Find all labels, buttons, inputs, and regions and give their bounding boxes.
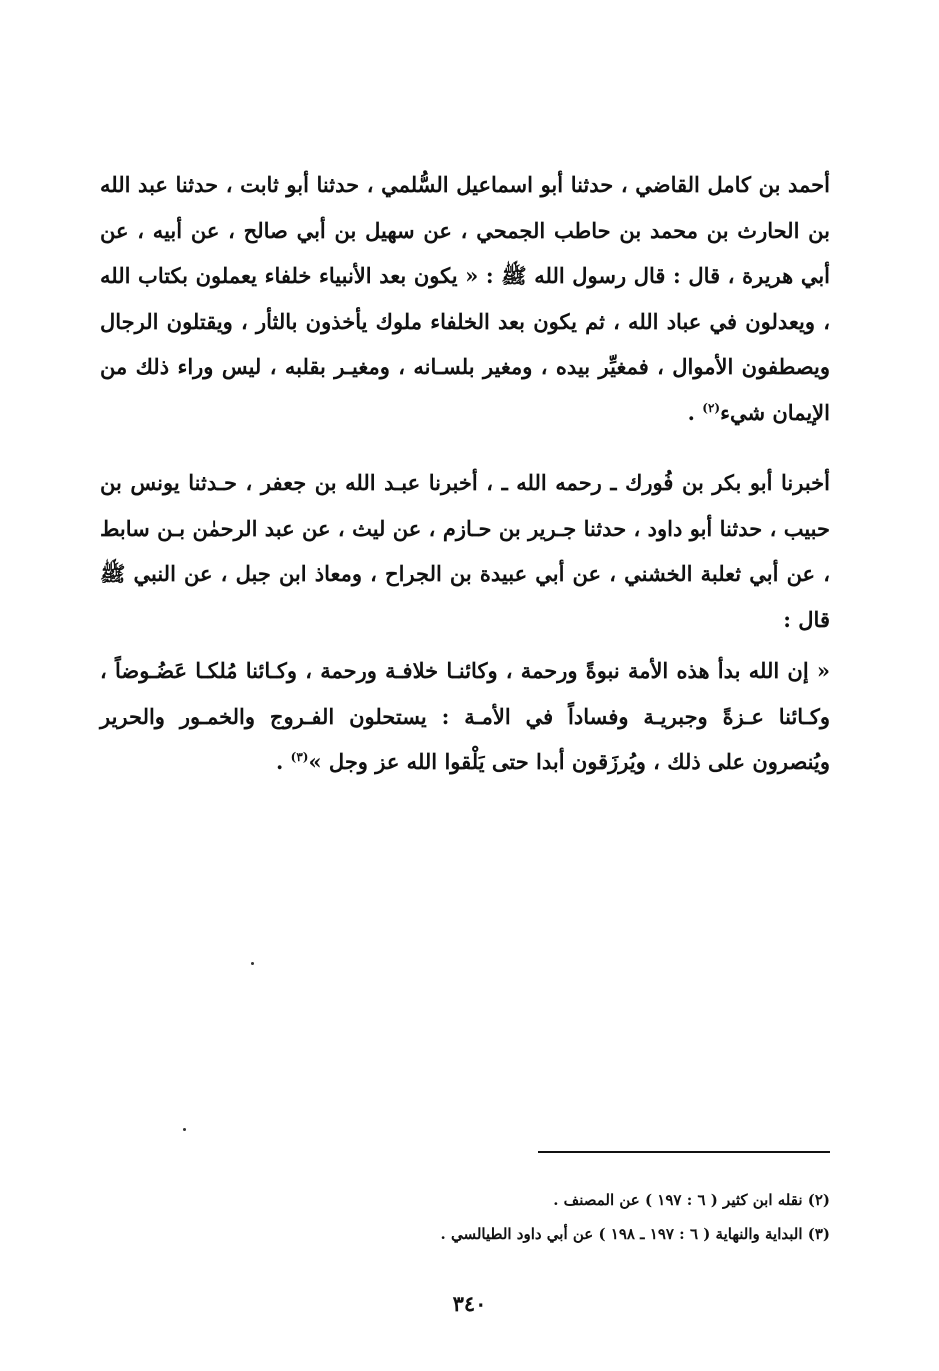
paragraph-text: أخبرنا أبو بكر بن فُورك ـ رحمه الله ـ ، أخبرنا عبـد الله بن جعفر ، حـدثنا يونس بن حبيب ، حدثنا أبو داود ، حدثنا جـرير بن حـازم ، عن ليث ، عن عبد الرحمٰن بـن سابط ، عن أبي ثعلبة الخشني ، عن أبي عبيدة بن الجراح ، ومعاذ ابن جبل ، عن النبي ﷺ قال : — [100, 470, 830, 632]
paragraph-isnad — [100, 460, 830, 642]
paragraph-text: أحمد بن كامل القاضي ، حدثنا أبو اسماعيل السُّلمي ، حدثنا أبو ثابت ، حدثنا عبد الله بن الحارث بن محمد بن حاطب الجمحي ، عن سهيل بن أبي صالح ، عن أبيه ، عن أبي هريرة ، قال : قال رسول الله ﷺ : « يكون بعد الأنبياء خلفاء يعملون بكتاب الله ، ويعدلون في عباد الله ، ثم يكون بعد الخلفاء ملوك يأخذون بالثأر ، ويقتلون الرجال ويصطفون الأموال ، فمغيِّر بيده ، ومغير بلسـانه ، ومغيـر بقلبه ، ليس وراء ذلك من الإيمان شيء — [100, 172, 830, 425]
footnotes-section — [300, 1183, 830, 1251]
paragraph-end-mark: . — [276, 749, 291, 774]
footnote-reference: (٣) — [290, 750, 309, 764]
scan-speck — [251, 962, 254, 965]
paragraph-hadith-quote — [100, 648, 830, 785]
footnote-3: (٣) البداية والنهاية ( ٦ : ١٩٧ ـ ١٩٨ ) عن أبي داود الطيالسي . — [440, 1225, 830, 1243]
paragraph-hadith-caliphs — [100, 162, 830, 435]
scan-speck — [183, 1128, 186, 1131]
footnote-2: (٢) نقله ابن كثير ( ٦ : ١٩٧ ) عن المصنف . — [553, 1191, 830, 1209]
page-number: ٣٤٠ — [452, 1291, 487, 1316]
footnote-reference: (٢) — [702, 400, 721, 415]
paragraph-end-mark: . — [687, 399, 703, 425]
paragraph-text: « إن الله بدأ هذه الأمة نبوةً ورحمة ، وكائنـا خلافـة ورحمة ، وكـائنا مُلكـا عَضُـوضاً ، وكـائنا عـزةً وجبريـة وفساداً في الأمـة : يستحلون الفـروج والخمـور والحرير ويُنصرون على ذلك ، ويُرزَقون أبدا حتى يَلْقوا الله عز وجل » — [100, 658, 830, 774]
footnote-divider — [538, 1151, 830, 1153]
